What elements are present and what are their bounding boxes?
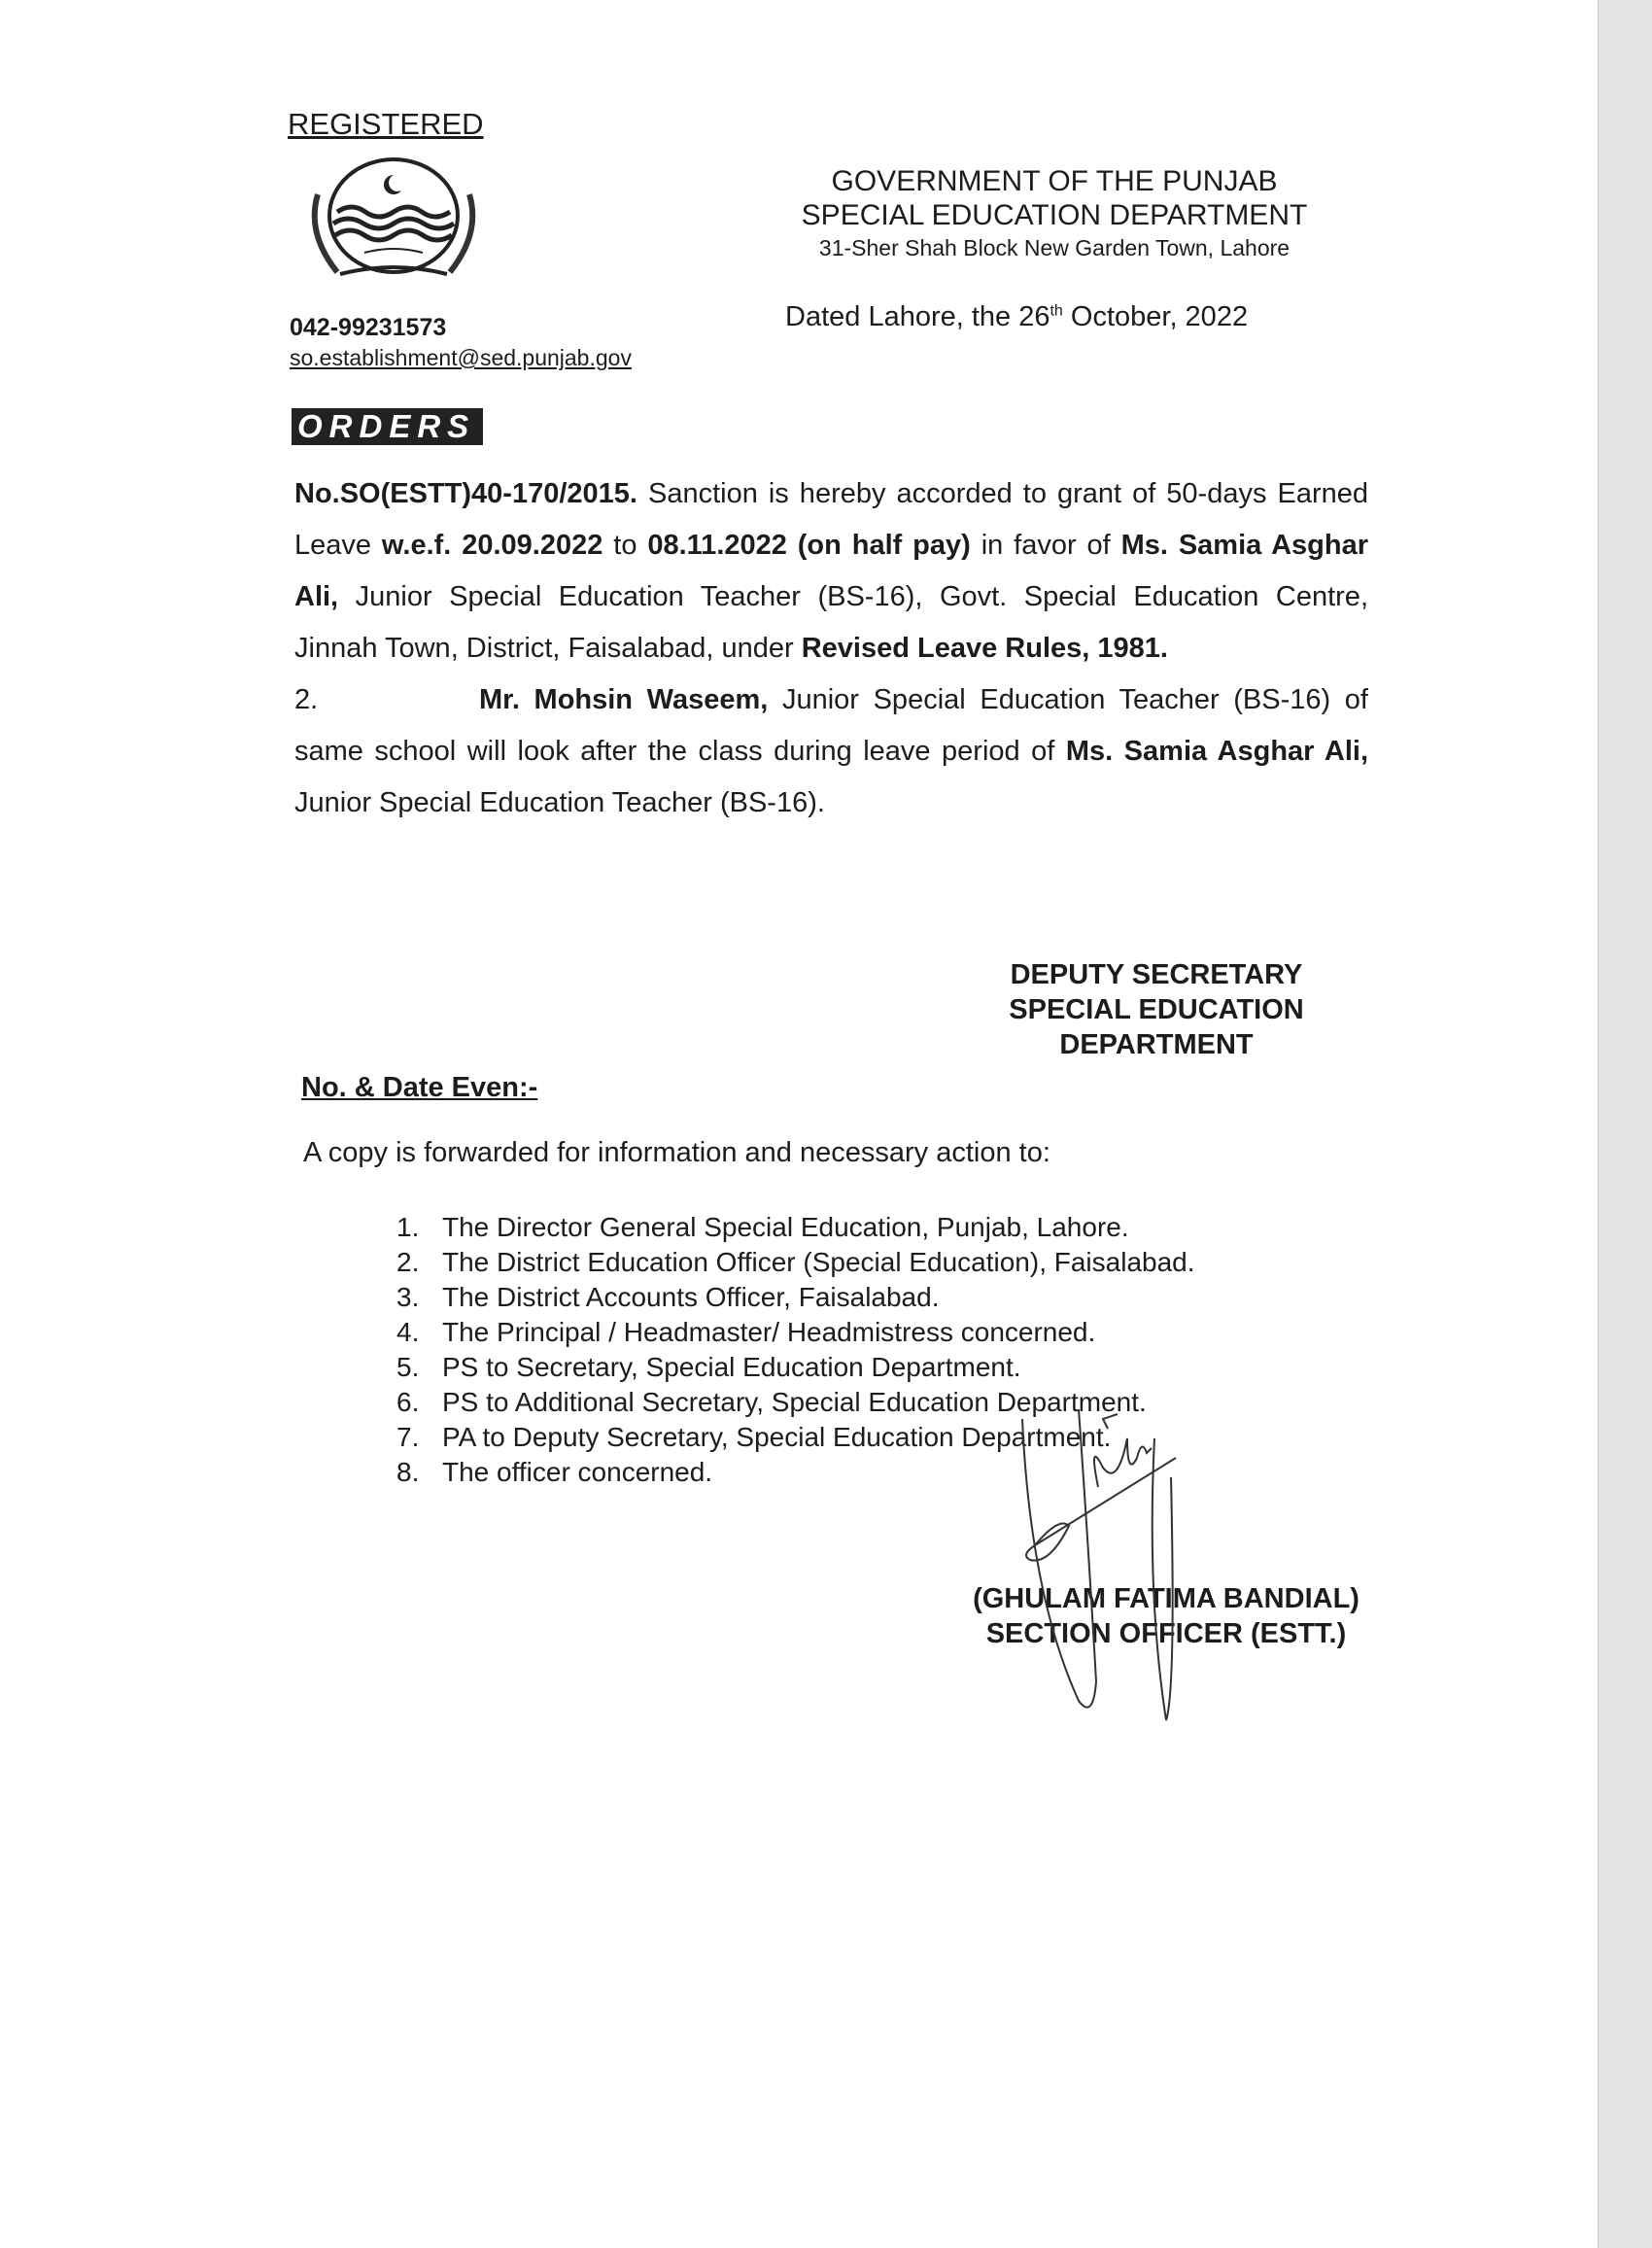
government-title: GOVERNMENT OF THE PUNJAB <box>831 165 1278 197</box>
orders-heading: ORDERS <box>292 408 483 445</box>
employee-name: Ms. Samia Asghar Ali, <box>294 530 1368 612</box>
text: to <box>602 530 648 561</box>
from-date: w.e.f. 20.09.2022 <box>381 530 603 561</box>
punjab-emblem-logo <box>296 156 491 287</box>
list-item <box>396 1350 1195 1385</box>
sig-line: DEPARTMENT <box>1059 1029 1254 1060</box>
registered-label: REGISTERED <box>288 107 484 141</box>
item-text: The District Education Officer (Special Education), Faisalabad. <box>442 1247 1195 1277</box>
item-text: PA to Deputy Secretary, Special Education Department. <box>442 1422 1112 1452</box>
rules: Revised Leave Rules, 1981. <box>801 633 1168 664</box>
para-number: 2. <box>294 684 319 715</box>
to-date: 08.11.2022 (on half pay) <box>647 530 971 561</box>
date-prefix: Dated Lahore, the 26 <box>785 301 1050 332</box>
date-sup: th <box>1050 302 1063 320</box>
text: Sanction is hereby accorded to grant of 50-days Earned Leave <box>294 478 1368 561</box>
employee-name: Ms. Samia Asghar Ali, <box>1065 736 1368 767</box>
list-item <box>396 1280 1195 1315</box>
order-body <box>294 468 1368 829</box>
item-number: 2. <box>396 1247 420 1277</box>
officer-title: SECTION OFFICER (ESTT.) <box>985 1618 1347 1649</box>
scan-edge <box>1598 0 1652 2248</box>
text: Junior Special Education Teacher (BS-16). <box>294 787 825 818</box>
list-item <box>396 1245 1195 1280</box>
item-number: 4. <box>396 1317 420 1347</box>
officer-name: (GHULAM FATIMA BANDIAL) <box>973 1583 1359 1614</box>
paragraph-1 <box>294 468 1368 674</box>
item-text: The District Accounts Officer, Faisalabad. <box>442 1282 940 1312</box>
sig-line: SPECIAL EDUCATION <box>1009 994 1304 1025</box>
item-text: The Director General Special Education, Punjab, Lahore. <box>442 1212 1129 1242</box>
text: Junior Special Education Teacher (BS-16), Govt. Special Education Centre, Jinnah Town, District, Faisalabad, under <box>294 581 1368 664</box>
department-title: SPECIAL EDUCATION DEPARTMENT <box>801 199 1308 231</box>
item-number: 3. <box>396 1282 420 1312</box>
list-item <box>396 1315 1195 1350</box>
item-text: The officer concerned. <box>442 1457 713 1487</box>
text: in favor of <box>970 530 1121 561</box>
phone-number: 042-99231573 <box>290 314 447 341</box>
item-number: 1. <box>396 1212 420 1242</box>
substitute-name: Mr. Mohsin Waseem, <box>479 684 769 715</box>
item-number: 7. <box>396 1422 420 1452</box>
list-item <box>396 1210 1195 1245</box>
item-text: The Principal / Headmaster/ Headmistress concerned. <box>442 1317 1096 1347</box>
item-number: 5. <box>396 1352 420 1382</box>
item-number: 8. <box>396 1457 420 1487</box>
date-suffix: October, 2022 <box>1062 301 1249 332</box>
item-text: PS to Additional Secretary, Special Education Department. <box>442 1387 1147 1417</box>
handwritten-signature <box>981 1400 1273 1730</box>
paragraph-2 <box>294 674 1368 829</box>
copy-forwarded-text: A copy is forwarded for information and necessary action to: <box>303 1137 1050 1168</box>
sig-line: DEPUTY SECRETARY <box>1010 959 1303 990</box>
email-link[interactable]: so.establishment@sed.punjab.gov <box>290 345 632 370</box>
text: Junior Special Education Teacher (BS-16) of same school will look after the class during leave period of <box>294 684 1368 767</box>
item-number: 6. <box>396 1387 420 1417</box>
no-date-even: No. & Date Even:- <box>301 1072 538 1103</box>
address: 31-Sher Shah Block New Garden Town, Lahore <box>818 235 1291 260</box>
order-ref: No.SO(ESTT)40-170/2015. <box>294 478 637 509</box>
date-line <box>785 301 1248 333</box>
item-text: PS to Secretary, Special Education Department. <box>442 1352 1021 1382</box>
deputy-secretary-block <box>962 957 1351 1062</box>
